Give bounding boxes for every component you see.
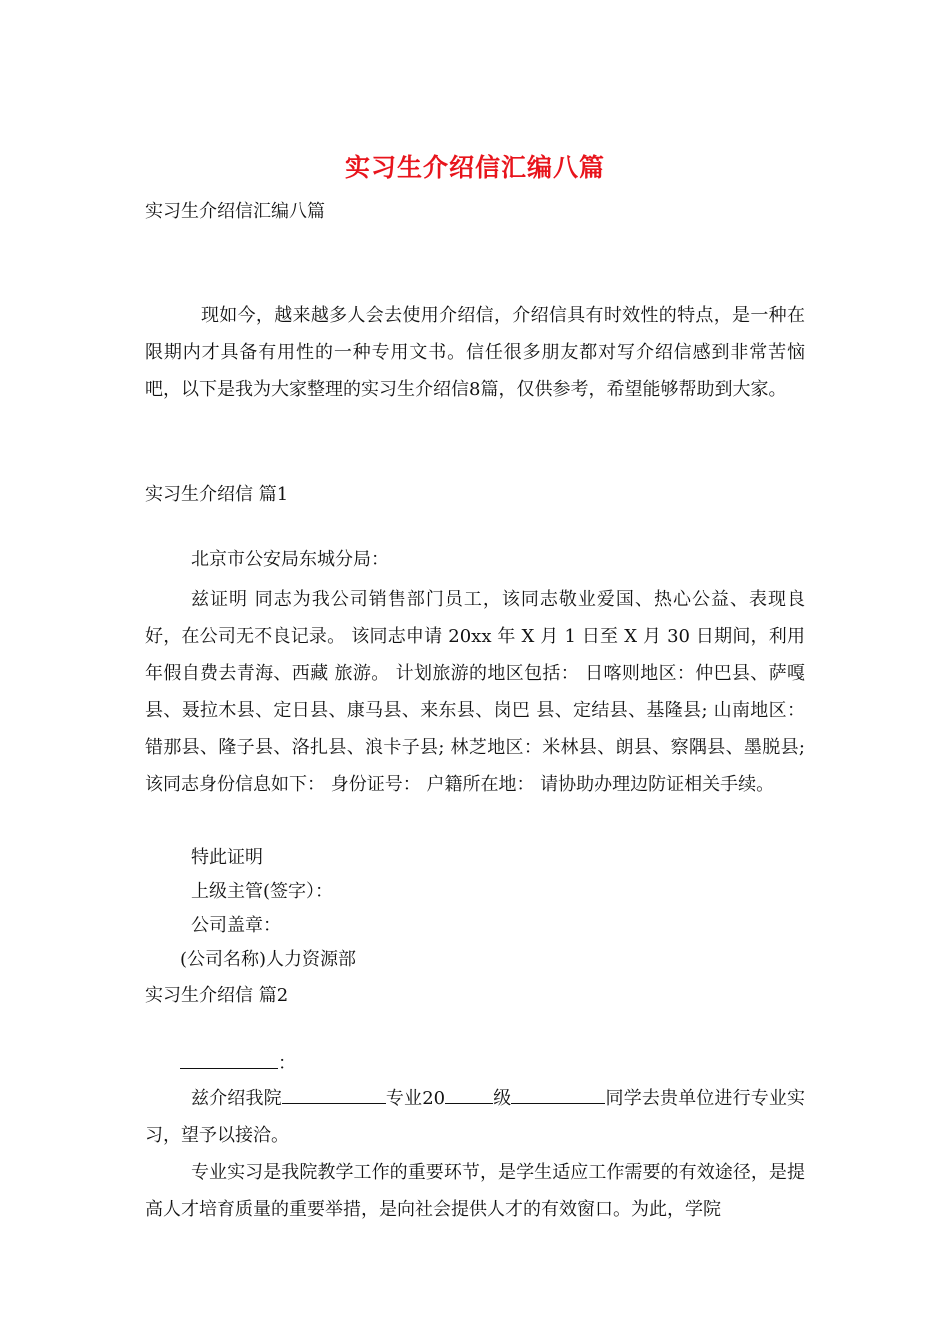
section1-department: (公司名称)人力资源部 xyxy=(180,949,357,970)
section1-closing: 特此证明 xyxy=(191,847,263,868)
p1-text-c: 级 xyxy=(493,1088,512,1109)
section2-paragraph-2: 专业实习是我院教学工作的重要环节，是学生适应工作需要的有效途径，是提高人才培育质量的重要举措，是向社会提供人才的有效窗口。为此，学院 xyxy=(145,1162,805,1220)
recipient-blank xyxy=(180,1050,278,1069)
salutation-colon: ： xyxy=(278,1053,296,1074)
section1-body: 兹证明 同志为我公司销售部门员工，该同志敬业爱国、热心公益、表现良好，在公司无不良记录。 该同志申请 20xx 年 X 月 1 日至 X 月 30 日期间，利用年假自费去青海、西藏 旅游。 计划旅游的地区包括： 日喀则地区：仲巴县、萨嘎县、聂拉木县、定日县、康马县、来东县、岗巴 县、定结县、基隆县; 山南地区：错那县、隆子县、洛扎县、浪卡子县; 林芝地区：米林县、朗县、察隅县、墨脱县; 该同志身份信息如下： 身份证号： 户籍所在地： 请协助办理边防证相关手续。 xyxy=(145,589,805,795)
document-title: 实习生介绍信汇编八篇 xyxy=(344,153,605,182)
p1-text-d: 同学去贵单位进行专业实习，望予以接洽。 xyxy=(145,1088,806,1146)
intro-paragraph: 现如今，越来越多人会去使用介绍信，介绍信具有时效性的特点，是一种在限期内才具备有用性的一种专用文书。信任很多朋友都对写介绍信感到非常苦恼吧，以下是我为大家整理的实习生介绍信8篇，仅供参考，希望能够帮助到大家。 xyxy=(145,305,805,400)
p1-text-a: 兹介绍我院 xyxy=(191,1088,282,1109)
section2-paragraph-1 xyxy=(145,1080,805,1154)
grade-blank xyxy=(445,1085,493,1104)
section1-heading: 实习生介绍信 篇1 xyxy=(145,484,289,505)
document-subtitle: 实习生介绍信汇编八篇 xyxy=(145,201,325,222)
section2-salutation xyxy=(180,1050,296,1076)
section2-heading: 实习生介绍信 篇2 xyxy=(145,985,289,1006)
section1-recipient: 北京市公安局东城分局： xyxy=(191,549,389,570)
major-blank xyxy=(282,1085,386,1104)
p1-text-b: 专业20 xyxy=(385,1088,446,1109)
student-blank xyxy=(511,1085,605,1104)
section1-supervisor-signature: 上级主管(签字）： xyxy=(191,881,334,902)
section1-company-seal: 公司盖章： xyxy=(191,915,281,936)
